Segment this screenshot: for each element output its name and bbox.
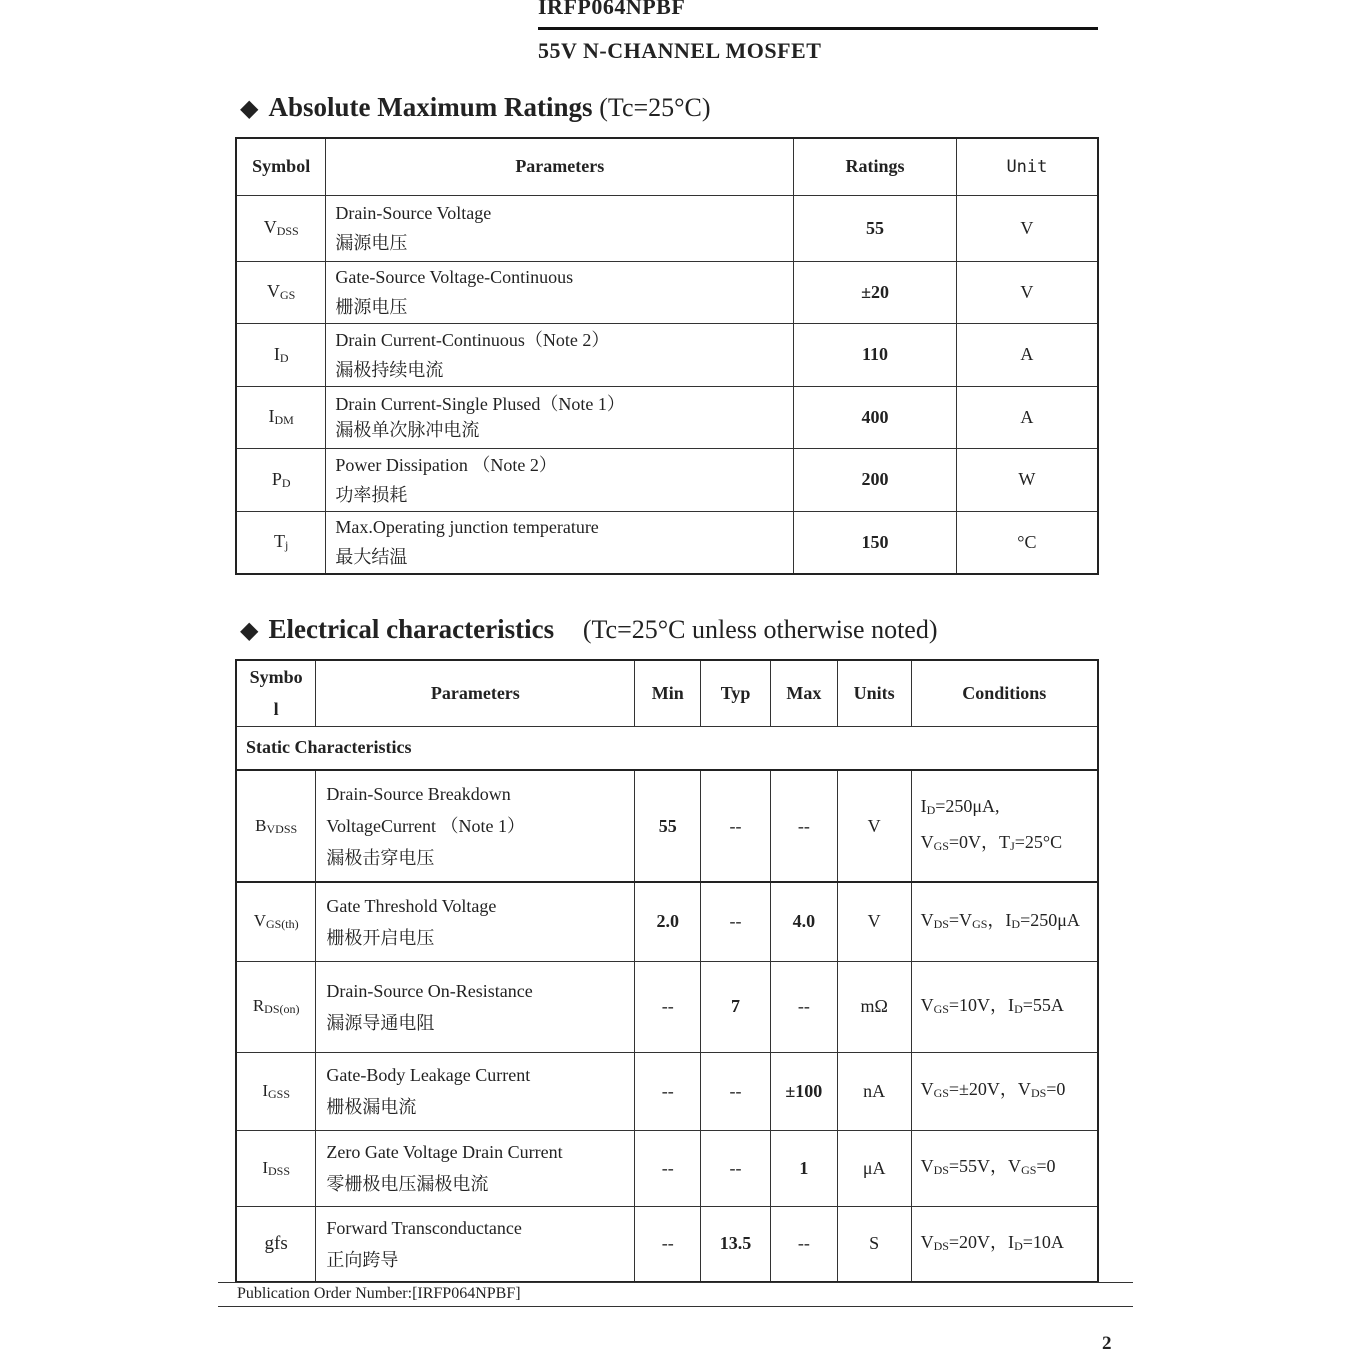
min-cell: 55 [635,770,701,882]
abs-max-table [235,137,1099,575]
typ-cell: 13.5 [701,1206,771,1282]
table-row [236,511,1098,574]
symbol-cell: $T_j$ [236,511,326,574]
electrical-title [240,614,938,645]
parameter-cell: Drain-Source On-Resistance 漏源导通电阻 [316,961,635,1052]
unit-cell: W [956,448,1098,511]
footer-rule-bottom [218,1306,1133,1307]
rating-cell: 110 [794,323,957,386]
parameter-cell: Zero Gate Voltage Drain Current 零栅极电压漏极电流 [316,1130,635,1206]
symbol-cell: $R_{DS(on)}$ [236,961,316,1052]
electrical-table [235,659,1099,1283]
col-header-symbol: Symbol [236,138,326,195]
symbol-cell: $B_{VDSS}$ [236,770,316,882]
rating-cell: 150 [794,511,957,574]
conditions-cell: $V_{GS}=\pm 20V$，$V_{DS}=0$ [911,1052,1098,1130]
min-cell: -- [635,1052,701,1130]
diamond-bullet-icon: ◆ [240,96,259,122]
symbol-cell: $I_{DSS}$ [236,1130,316,1206]
col-header-conditions: Conditions [911,660,1098,726]
electrical-title-text: Electrical characteristics [268,614,555,644]
max-cell: -- [770,961,837,1052]
max-cell: 4.0 [770,882,837,961]
table-row [236,386,1098,448]
unit-cell: V [956,261,1098,323]
unit-cell: μA [837,1130,911,1206]
unit-cell: S [837,1206,911,1282]
parameter-cell: Drain-Source Breakdown VoltageCurrent （Note 1） 漏极击穿电压 [316,770,635,882]
parameter-cell: Gate-Source Voltage-Continuous 栅源电压 [326,261,794,323]
rating-cell: 400 [794,386,957,448]
rating-cell: 200 [794,448,957,511]
typ-cell: -- [701,882,771,961]
section-row [236,726,1098,770]
table-row [236,261,1098,323]
unit-cell: °C [956,511,1098,574]
symbol-cell: $V_{DSS}$ [236,195,326,261]
parameter-cell: Power Dissipation （Note 2） 功率损耗 [326,448,794,511]
col-header-unit: Unit [956,138,1098,195]
min-cell: 2.0 [635,882,701,961]
table-row [236,882,1098,961]
symbol-cell: $I_D$ [236,323,326,386]
max-cell: -- [770,1206,837,1282]
unit-cell: nA [837,1052,911,1130]
typ-cell: -- [701,1052,771,1130]
col-header-units: Units [837,660,911,726]
parameter-cell: Drain Current-Continuous（Note 2） 漏极持续电流 [326,323,794,386]
conditions-cell: $V_{DS}=55V$，$V_{GS}=0$ [911,1130,1098,1206]
electrical-condition: (Tc=25°C unless otherwise noted) [582,615,938,644]
conditions-cell: $V_{GS}=10V$，$I_D=55A$ [911,961,1098,1052]
symbol-cell: $P_D$ [236,448,326,511]
page-number: 2 [1102,1333,1112,1354]
rating-cell: 55 [794,195,957,261]
parameter-cell: Gate-Body Leakage Current 栅极漏电流 [316,1052,635,1130]
table-header-row [236,660,1098,726]
parameter-cell: Drain Current-Single Plused（Note 1） 漏极单次脉冲电流 [326,386,794,448]
conditions-cell: $I_D=250\mu A$, $V_{GS}=0V$，$T_J=25^\circ C$ [911,770,1098,882]
col-header-parameters: Parameters [326,138,794,195]
min-cell: -- [635,961,701,1052]
abs-max-title [240,92,711,123]
diamond-bullet-icon: ◆ [240,618,259,644]
symbol-cell: $I_{GSS}$ [236,1052,316,1130]
col-header-min: Min [635,660,701,726]
typ-cell: -- [701,770,771,882]
min-cell: -- [635,1130,701,1206]
max-cell: ±100 [770,1052,837,1130]
abs-max-title-text: Absolute Maximum Ratings [268,92,593,122]
unit-cell: V [837,770,911,882]
table-row [236,1206,1098,1282]
part-number: IRFP064NPBF [538,0,686,19]
publication-order-number: Publication Order Number:[IRFP064NPBF] [237,1285,521,1302]
typ-cell: -- [701,1130,771,1206]
section-label: Static Characteristics [236,726,1098,770]
table-row [236,1052,1098,1130]
col-header-typ: Typ [701,660,771,726]
conditions-cell: $V_{DS}=20V$，$I_D=10A$ [911,1206,1098,1282]
col-header-symbol: Symbo l [236,660,316,726]
unit-cell: mΩ [837,961,911,1052]
abs-max-condition: (Tc=25°C) [599,93,711,122]
unit-cell: V [837,882,911,961]
device-subtitle: 55V N-CHANNEL MOSFET [538,38,822,63]
unit-cell: A [956,386,1098,448]
parameter-cell: Forward Transconductance 正向跨导 [316,1206,635,1282]
table-row [236,961,1098,1052]
table-row [236,770,1098,882]
table-row [236,448,1098,511]
symbol-cell: $I_{DM}$ [236,386,326,448]
footer-rule-top [218,1282,1133,1283]
parameter-cell: Drain-Source Voltage 漏源电压 [326,195,794,261]
max-cell: -- [770,770,837,882]
parameter-cell: Gate Threshold Voltage 栅极开启电压 [316,882,635,961]
table-header-row [236,138,1098,195]
header-rule [538,27,1098,30]
symbol-cell: $V_{GS(th)}$ [236,882,316,961]
symbol-cell: gfs [236,1206,316,1282]
unit-cell: V [956,195,1098,261]
table-row [236,195,1098,261]
rating-cell: ±20 [794,261,957,323]
table-row [236,1130,1098,1206]
max-cell: 1 [770,1130,837,1206]
unit-cell: A [956,323,1098,386]
col-header-ratings: Ratings [794,138,957,195]
conditions-cell: $V_{DS}=V_{GS}$，$I_D=250\mu A$ [911,882,1098,961]
col-header-parameters: Parameters [316,660,635,726]
col-header-max: Max [770,660,837,726]
table-row [236,323,1098,386]
parameter-cell: Max.Operating junction temperature 最大结温 [326,511,794,574]
min-cell: -- [635,1206,701,1282]
typ-cell: 7 [701,961,771,1052]
symbol-cell: $V_{GS}$ [236,261,326,323]
